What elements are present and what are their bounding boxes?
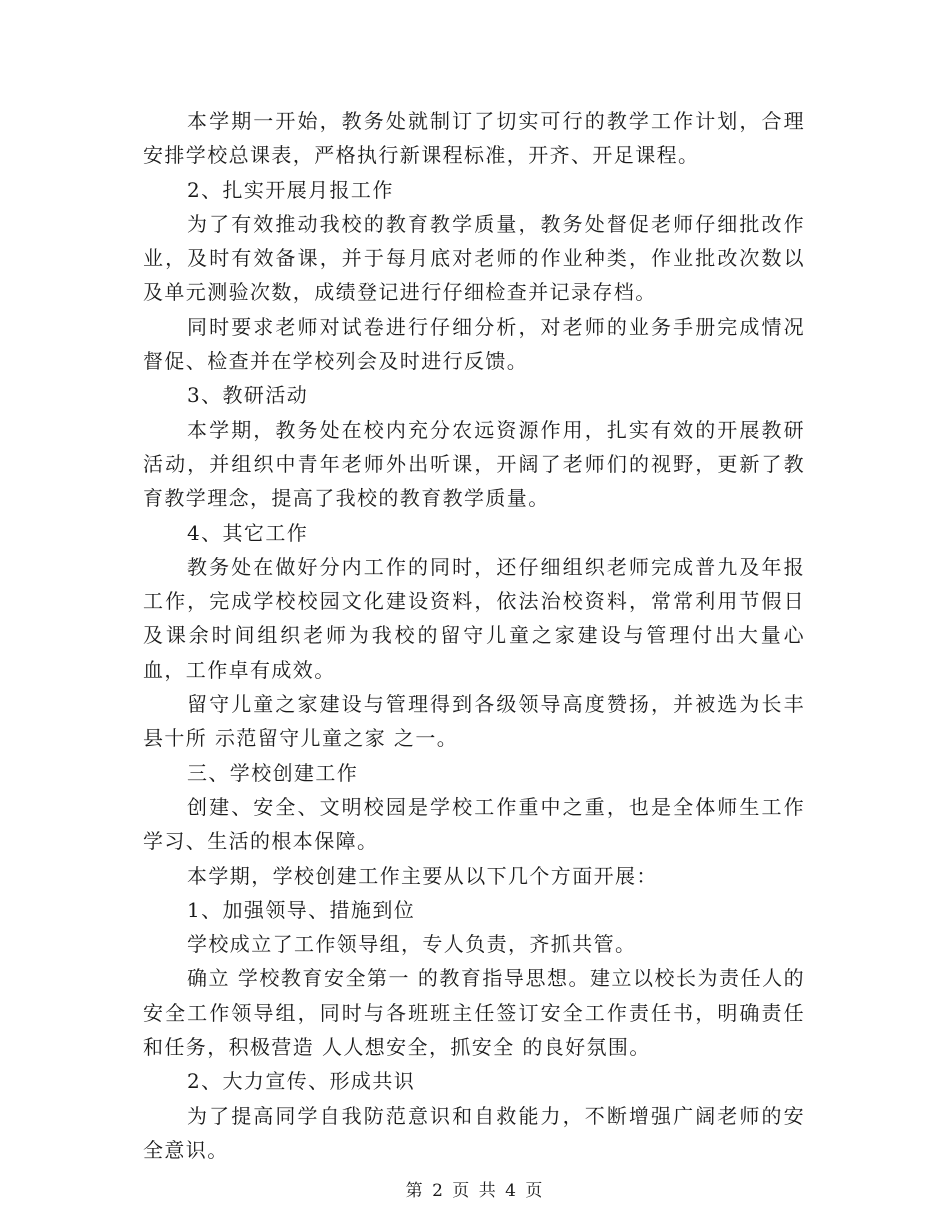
paragraph: 本学期，学校创建工作主要从以下几个方面开展： (187, 863, 658, 888)
section-heading: 三、学校创建工作 (187, 760, 359, 785)
paragraph: 本学期，教务处在校内充分农远资源作用，扎实有效的开展教研活动，并组织中青年老师外出听课，开阔了老师们的视野，更新了教育教学理念，提高了我校的教育教学质量。 (143, 417, 805, 511)
body-text (143, 104, 805, 1167)
section-heading: 1、加强领导、措施到位 (187, 897, 416, 922)
section-heading: 2、扎实开展月报工作 (187, 177, 394, 202)
paragraph: 本学期一开始，教务处就制订了切实可行的教学工作计划，合理安排学校总课表，严格执行新课程标准，开齐、开足课程。 (143, 109, 805, 168)
page-number: 第 2 页 共 4 页 (405, 1181, 545, 1201)
paragraph: 同时要求老师对试卷进行仔细分析，对老师的业务手册完成情况督促、检查并在学校列会及时进行反馈。 (143, 314, 805, 374)
paragraph: 创建、安全、文明校园是学校工作重中之重，也是全体师生工作学习、生活的根本保障。 (143, 794, 805, 854)
paragraph: 教务处在做好分内工作的同时，还仔细组织老师完成普九及年报工作，完成学校校园文化建设资料，依法治校资料，常常利用节假日及课余时间组织老师为我校的留守儿童之家建设与管理付出大量心血，工作卓有成效。 (143, 554, 805, 682)
page-footer (0, 1176, 950, 1201)
paragraph: 留守儿童之家建设与管理得到各级领导高度赞扬，并被选为长丰县十所 示范留守儿童之家 之一。 (143, 692, 805, 751)
paragraph: 为了提高同学自我防范意识和自救能力，不断增强广阔老师的安全意识。 (143, 1103, 805, 1162)
paragraph: 学校成立了工作领导组，专人负责，齐抓共管。 (187, 932, 637, 957)
paragraph: 确立 学校教育安全第一 的教育指导思想。建立以校长为责任人的安全工作领导组，同时与各班班主任签订安全工作责任书，明确责任和任务，积极营造 人人想安全，抓安全 的良好氛围。 (143, 966, 805, 1060)
paragraph: 为了有效推动我校的教育教学质量，教务处督促老师仔细批改作业，及时有效备课，并于每月底对老师的作业种类，作业批改次数以及单元测验次数，成绩登记进行仔细检查并记录存档。 (143, 211, 805, 305)
section-heading: 3、教研活动 (187, 383, 309, 408)
section-heading: 4、其它工作 (187, 520, 309, 545)
section-heading: 2、大力宣传、形成共识 (187, 1069, 416, 1094)
